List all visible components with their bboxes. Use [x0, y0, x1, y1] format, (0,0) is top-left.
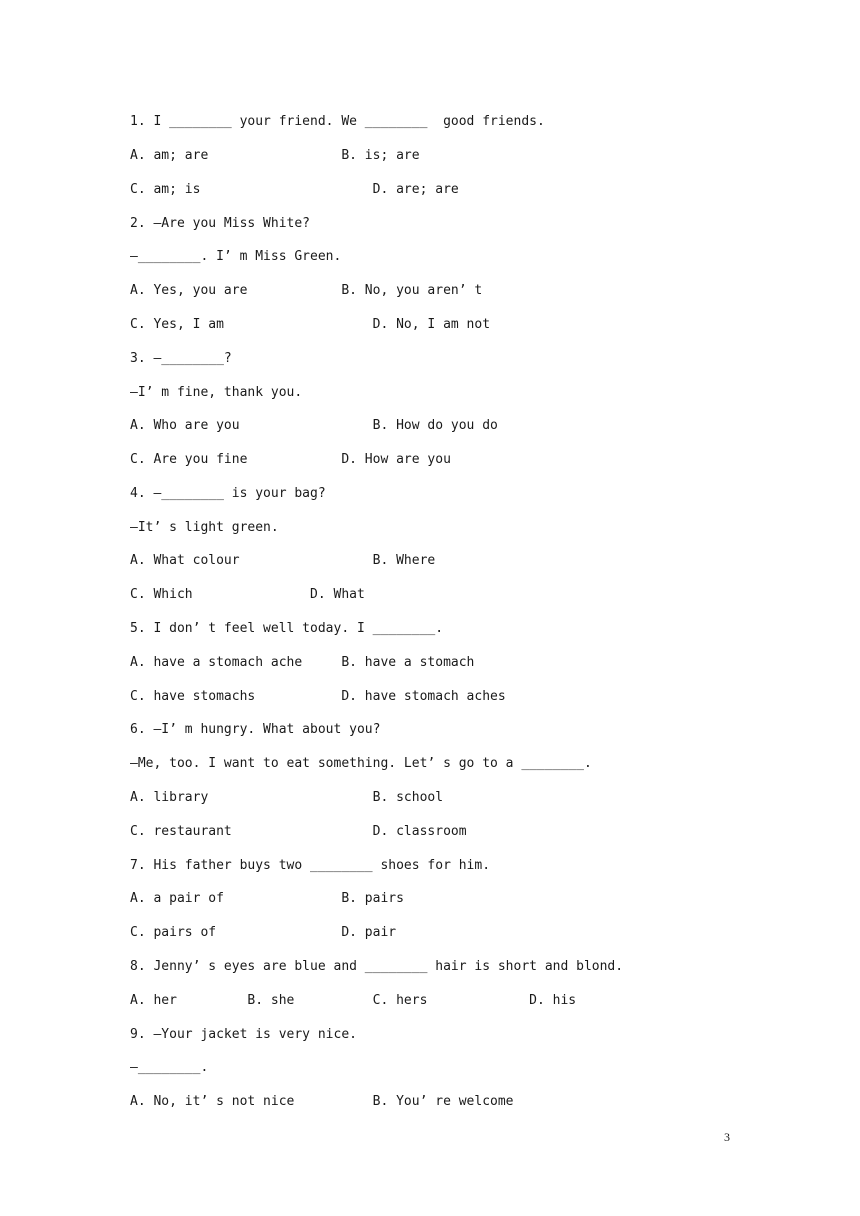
q8-options: A. her B. she C. hers D. his [130, 993, 577, 1008]
q6-options-cd: C. restaurant D. classroom [130, 824, 467, 839]
q7-options-ab: A. a pair of B. pairs [130, 891, 404, 906]
page-number: 3 [724, 1130, 730, 1144]
q3-options-ab: A. Who are you B. How do you do [130, 418, 498, 433]
q9-options-ab: A. No, it’ s not nice B. You’ re welcome [130, 1094, 514, 1109]
q2-response: —________. I’ m Miss Green. [130, 249, 342, 264]
q4-response: —It’ s light green. [130, 520, 279, 535]
question-1: 1. I ________ your friend. We ________ good friends. [130, 114, 545, 129]
question-4: 4. —________ is your bag? [130, 486, 326, 501]
question-9: 9. —Your jacket is very nice. [130, 1027, 357, 1042]
question-7: 7. His father buys two ________ shoes for him. [130, 858, 491, 873]
q2-options-ab: A. Yes, you are B. No, you aren’ t [130, 283, 483, 298]
question-8: 8. Jenny’ s eyes are blue and ________ hair is short and blond. [130, 959, 624, 974]
q4-options-cd: C. Which D. What [130, 587, 365, 602]
q3-response: —I’ m fine, thank you. [130, 385, 303, 400]
q2-options-cd: C. Yes, I am D. No, I am not [130, 317, 491, 332]
question-6: 6. —I’ m hungry. What about you? [130, 722, 381, 737]
q6-options-ab: A. library B. school [130, 790, 444, 805]
q9-response: —________. [130, 1060, 209, 1075]
q7-options-cd: C. pairs of D. pair [130, 925, 397, 940]
q1-options-cd: C. am; is D. are; are [130, 182, 459, 197]
q3-options-cd: C. Are you fine D. How are you [130, 452, 451, 467]
q5-options-ab: A. have a stomach ache B. have a stomach [130, 655, 475, 670]
q1-options-ab: A. am; are B. is; are [130, 148, 420, 163]
question-3: 3. —________? [130, 351, 232, 366]
q5-options-cd: C. have stomachs D. have stomach aches [130, 689, 506, 704]
question-2: 2. —Are you Miss White? [130, 216, 311, 231]
question-5: 5. I don’ t feel well today. I ________. [130, 621, 444, 636]
q6-response: —Me, too. I want to eat something. Let’ s go to a ________. [130, 756, 592, 771]
q4-options-ab: A. What colour B. Where [130, 553, 436, 568]
